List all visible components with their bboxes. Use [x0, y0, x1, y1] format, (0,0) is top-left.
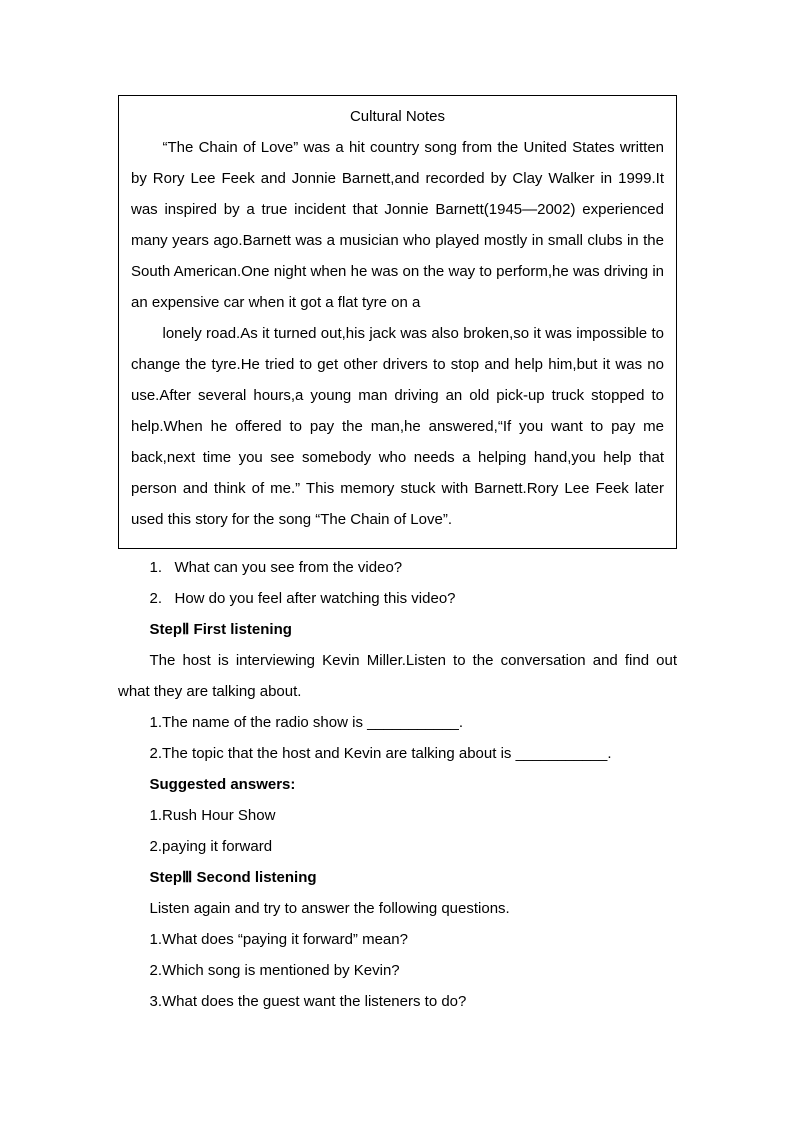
cultural-notes-box [118, 95, 677, 549]
step2-intro: The host is interviewing Kevin Miller.Listen to the conversation and find out what they are talking about. [118, 652, 682, 700]
suggested-answer-2: 2.paying it forward [149, 838, 273, 855]
step3-intro: Listen again and try to answer the following questions. [149, 900, 510, 917]
suggested-answers-label: Suggested answers: [149, 776, 296, 793]
step3-heading: StepⅢ Second listening [149, 869, 317, 886]
cultural-notes-title: Cultural Notes [349, 108, 446, 125]
video-question-1: 1. What can you see from the video? [149, 559, 403, 576]
step3-question-3: 3.What does the guest want the listeners to do? [149, 993, 467, 1010]
exercise-section [118, 549, 682, 1017]
step2-blank-question-2: 2.The topic that the host and Kevin are talking about is ___________. [149, 745, 612, 762]
cultural-notes-paragraph-1: “The Chain of Love” was a hit country song from the United States written by Rory Lee Feek and Jonnie Barnett,and recorded by Clay Walker in 1999.It was inspired by a true incident that Jonnie Barnett(1945—2002) experienced many years ago.Barnett was a musician who played mostly in small clubs in the South American.One night when he was on the way to perform,he was driving in an expensive car when it got a flat tyre on a [131, 139, 664, 311]
step3-question-1: 1.What does “paying it forward” mean? [149, 931, 408, 948]
cultural-notes-paragraph-2: lonely road.As it turned out,his jack was also broken,so it was impossible to change the tyre.He tried to get other drivers to stop and help him,but it was no use.After several hours,a young man driving an old pick-up truck stopped to help.When he offered to pay the man,he answered,“If you want to pay me back,next time you see somebody who needs a helping hand,you help that person and think of me.” This memory stuck with Barnett.Rory Lee Feek later used this story for the song “The Chain of Love”. [131, 325, 664, 528]
video-question-2: 2. How do you feel after watching this video? [149, 590, 456, 607]
step2-blank-question-1: 1.The name of the radio show is ___________. [149, 714, 464, 731]
suggested-answer-1: 1.Rush Hour Show [149, 807, 276, 824]
step2-heading: StepⅡ First listening [149, 621, 292, 638]
step3-question-2: 2.Which song is mentioned by Kevin? [149, 962, 400, 979]
